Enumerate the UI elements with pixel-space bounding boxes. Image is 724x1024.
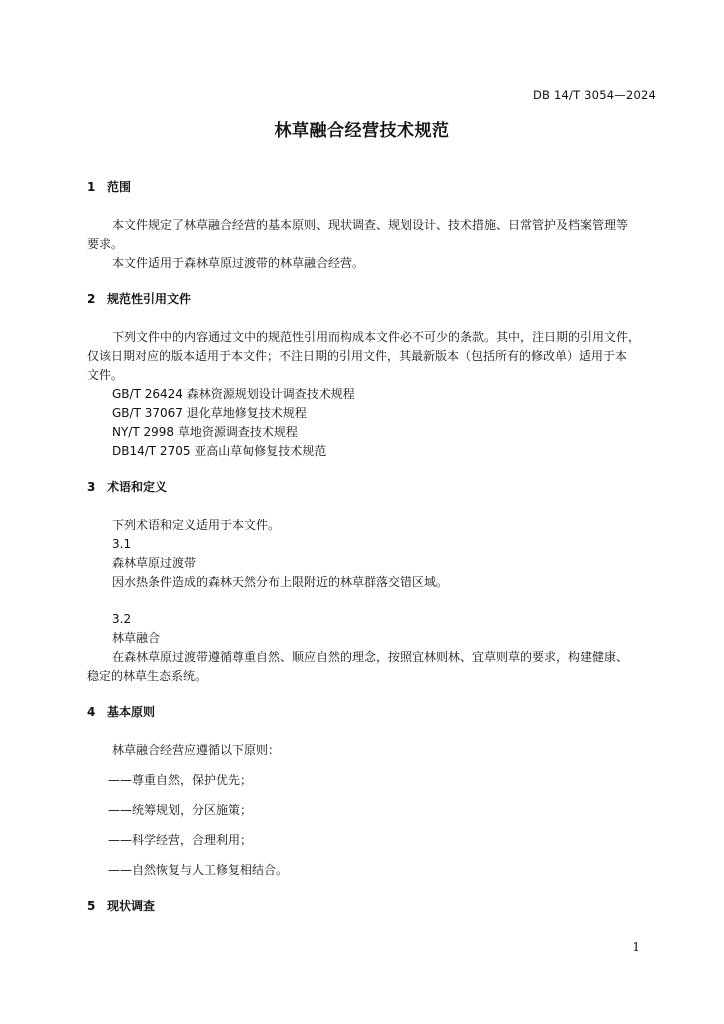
section-number: 3: [87, 480, 96, 494]
terms-intro: 下列术语和定义适用于本文件。: [112, 518, 281, 532]
term-definition-line: 在森林草原过渡带遵循尊重自然、顺应自然的理念，按照宜林则林、宜草则草的要求，构建健康、: [112, 650, 629, 664]
section-title: 范围: [107, 180, 132, 194]
section-number: 4: [87, 705, 96, 719]
principle-item: ——统筹规划，分区施策；: [108, 803, 253, 817]
page-number: 1: [632, 940, 640, 954]
term-number: 3.1: [112, 537, 132, 551]
section-heading-normative-references: [87, 290, 659, 308]
term-definition-line: 稳定的林草生态系统。: [87, 669, 208, 683]
section-heading-principles: [87, 703, 659, 721]
reference-item: GB/T 26424 森林资源规划设计调查技术规程: [112, 387, 355, 401]
section-title: 术语和定义: [107, 480, 168, 494]
section-heading-terms: [87, 478, 659, 496]
references-intro-line: 文件。: [87, 368, 124, 382]
section-heading-scope: [87, 178, 659, 196]
principle-item: ——尊重自然，保护优先；: [108, 773, 253, 787]
section-number: 5: [87, 899, 96, 913]
section-number: 2: [87, 292, 96, 306]
principles-intro: 林草融合经营应遵循以下原则：: [112, 743, 281, 757]
term-number: 3.2: [112, 612, 132, 626]
scope-paragraph-line: 本文件规定了林草融合经营的基本原则、现状调查、规划设计、技术措施、日常管护及档案管理等: [112, 218, 629, 232]
section-heading-survey: [87, 897, 659, 915]
scope-paragraph-line: 要求。: [87, 237, 124, 251]
term-name: 林草融合: [112, 631, 161, 645]
references-intro-line: 下列文件中的内容通过文中的规范性引用而构成本文件必不可少的条款。其中，注日期的引用文件，: [112, 330, 641, 344]
principle-item: ——科学经营，合理利用；: [108, 833, 253, 847]
term-definition: 因水热条件造成的森林天然分布上限附近的林草群落交错区域。: [112, 575, 449, 589]
reference-item: DB14/T 2705 亚高山草甸修复技术规范: [112, 444, 327, 458]
reference-item: NY/T 2998 草地资源调查技术规程: [112, 425, 298, 439]
section-title: 基本原则: [107, 705, 156, 719]
term-name: 森林草原过渡带: [112, 556, 197, 570]
document-title: 林草融合经营技术规范: [274, 121, 450, 141]
principle-item: ——自然恢复与人工修复相结合。: [108, 863, 289, 877]
section-title: 现状调查: [107, 899, 156, 913]
document-body: [87, 178, 659, 915]
references-intro-line: 仅该日期对应的版本适用于本文件；不注日期的引用文件，其最新版本（包括所有的修改单）适用于本: [87, 349, 628, 363]
document-number: DB 14/T 3054—2024: [532, 88, 656, 102]
scope-paragraph: 本文件适用于森林草原过渡带的林草融合经营。: [112, 256, 365, 270]
reference-item: GB/T 37067 退化草地修复技术规程: [112, 406, 307, 420]
section-title: 规范性引用文件: [107, 292, 192, 306]
section-number: 1: [87, 180, 96, 194]
